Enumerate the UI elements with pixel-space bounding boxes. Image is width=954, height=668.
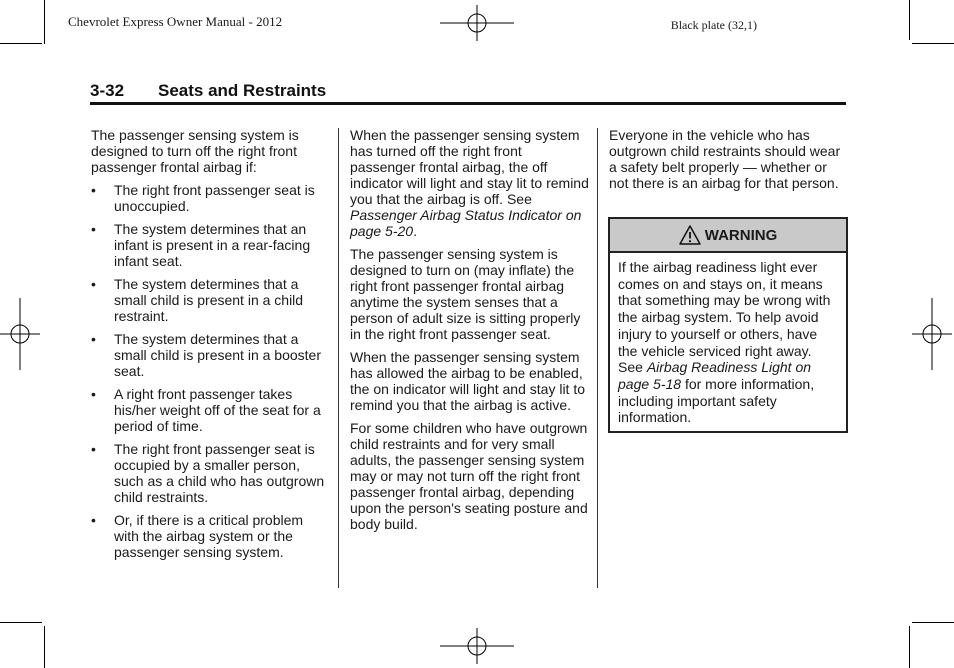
warning-text-part: If the airbag readiness light ever comes on and stays on, it means that something may be wrong with the airbag system. To help avoid injury to yourself or others, have the vehicle serviced right away. See [618,259,831,376]
list-item-text: Or, if there is a critical problem with the airbag system or the passenger sensing system. [114,512,304,560]
list-item [91,276,331,324]
condition-list [91,182,331,560]
page-number: 3-32 [90,81,125,100]
list-item-text: The right front passenger seat is unoccupied. [114,182,315,214]
section-header [90,81,846,101]
list-item [91,182,331,214]
crop-mark [44,626,45,668]
bullet-icon: • [91,331,96,347]
bullet-icon: • [91,512,96,528]
list-item-text: The system determines that an infant is present in a rear-facing infant seat. [114,221,311,269]
warning-box [608,217,848,433]
crop-mark [44,0,45,44]
registration-mark-icon [912,298,952,370]
list-item [91,441,331,505]
column-divider [597,128,598,588]
list-item [91,386,331,434]
section-title: Seats and Restraints [158,81,327,100]
manual-title: Chevrolet Express Owner Manual - 2012 [68,14,283,29]
cross-reference: Passenger Airbag Status Indicator on page 5-20 [350,207,582,239]
registration-mark-icon [0,298,40,370]
paragraph [350,127,590,239]
list-item-text: The right front passenger seat is occupied by a smaller person, such as a child who has outgrown child restraints. [114,441,325,505]
paragraph-text: When the passenger sensing system has turned off the right front passenger frontal airbag, the off indicator will light and stay lit to remind you that the airbag is off. See [350,127,589,207]
warning-header [610,219,846,253]
section-divider [90,102,846,105]
column-1 [91,127,331,567]
warning-text [610,253,846,426]
intro-paragraph: The passenger sensing system is designed to turn off the right front passenger frontal airbag if: [91,127,299,175]
registration-mark-icon [440,628,514,664]
bullet-icon: • [91,182,96,198]
bullet-icon: • [91,386,96,402]
list-item [91,221,331,269]
bullet-icon: • [91,276,96,292]
list-item-text: The system determines that a small child is present in a child restraint. [114,276,304,324]
paragraph-text: . [413,223,417,239]
paragraph: The passenger sensing system is designed to turn on (may inflate) the right front passenger frontal airbag anytime the system senses that a person of adult size is sitting properly in the right front passenger seat. [350,246,581,342]
paragraph: Everyone in the vehicle who has outgrown child restraints should wear a safety belt properly — whether or not there is an airbag for that person. [609,127,841,191]
column-2 [350,127,590,539]
crop-mark [909,626,910,668]
crop-mark [909,0,910,40]
list-item [91,331,331,379]
plate-label: Black plate (32,1) [670,18,757,32]
crop-mark [912,43,954,44]
column-3 [609,127,845,198]
registration-mark-icon [440,5,514,41]
warning-text-part: for more information, including important safety information. [618,375,815,426]
crop-mark [0,622,42,623]
list-item-text: A right front passenger takes his/her weight off of the seat for a period of time. [114,386,321,434]
paragraph: When the passenger sensing system has allowed the airbag to be enabled, the on indicator will light and stay lit to remind you that the airbag is active. [350,349,586,413]
crop-mark [912,622,954,623]
warning-triangle-icon [679,225,701,245]
cross-reference: Airbag Readiness Light on page 5-18 [618,359,812,392]
list-item-text: The system determines that a small child is present in a booster seat. [114,331,321,379]
paragraph: For some children who have outgrown child restraints and for very small adults, the passenger sensing system may or may not turn off the right front passenger frontal airbag, depending upon the person's seating posture and body build. [350,420,588,532]
crop-mark [0,43,42,44]
bullet-icon: • [91,441,96,457]
bullet-icon: • [91,221,96,237]
list-item [91,512,331,560]
column-divider [338,128,339,588]
warning-label: WARNING [704,226,778,244]
